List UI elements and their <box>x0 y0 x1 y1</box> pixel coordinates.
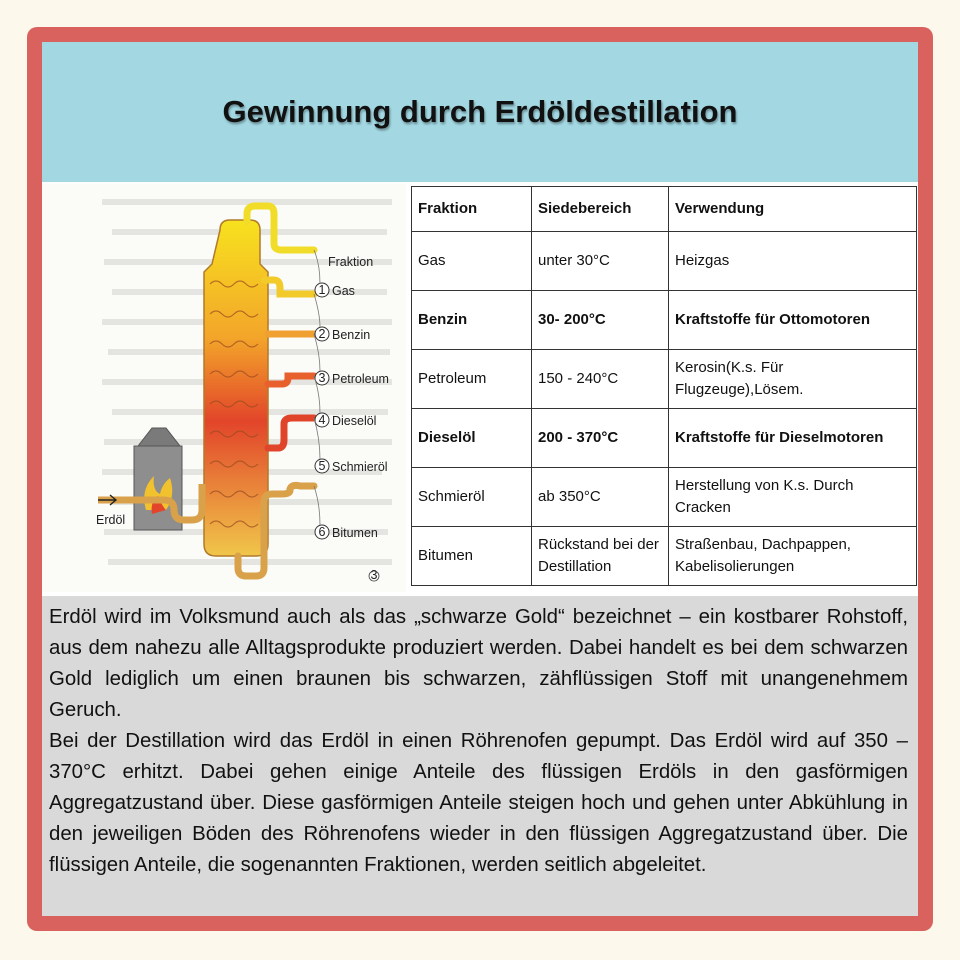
table-row <box>412 350 917 409</box>
cell-siedebereich: unter 30°C <box>532 232 669 291</box>
header-siedebereich: Siedebereich <box>532 187 669 232</box>
page-mark: 3 <box>370 568 378 582</box>
distillation-column <box>204 220 268 556</box>
paragraph-intro: Erdöl wird im Volksmund auch als das „schwarze Gold“ bezeichnet – ein kostbarer Rohstoff, aus dem nahezu alle Alltagsprodukte produziert werden. Dabei handelt es bei dem schwarzen Gold lediglich um einen braunen bis schwarzen, zähflüssigen Stoff mit unangenehmem Geruch. <box>49 606 908 721</box>
fraction-name-schmierol: Schmieröl <box>332 460 388 474</box>
header-verwendung: Verwendung <box>669 187 917 232</box>
cell-siedebereich: Rückstand bei der Destillation <box>532 527 669 586</box>
fraction-num-4: 4 <box>318 413 326 427</box>
fraction-name-bitumen: Bitumen <box>332 526 378 540</box>
fraction-name-dieselol: Dieselöl <box>332 414 377 428</box>
title-banner <box>42 42 918 182</box>
cell-siedebereich: 200 - 370°C <box>532 409 669 468</box>
fraction-header: Fraktion <box>328 255 374 269</box>
cell-fraktion: Petroleum <box>412 350 532 409</box>
cell-verwendung: Kraftstoffe für Ottomotoren <box>669 291 917 350</box>
header-fraktion: Fraktion <box>412 187 532 232</box>
page-title: Gewinnung durch Erdöldestillation <box>222 94 738 129</box>
fractions-table <box>411 186 917 586</box>
cell-fraktion: Bitumen <box>412 527 532 586</box>
cell-fraktion: Gas <box>412 232 532 291</box>
cell-siedebereich: ab 350°C <box>532 468 669 527</box>
description-box <box>42 596 918 916</box>
cell-fraktion: Dieselöl <box>412 409 532 468</box>
fraction-name-petroleum: Petroleum <box>332 372 389 386</box>
cell-fraktion: Benzin <box>412 291 532 350</box>
cell-verwendung: Straßenbau, Dachpappen, Kabelisolierungen <box>669 527 917 586</box>
fraction-num-6: 6 <box>318 525 326 539</box>
cell-verwendung: Kraftstoffe für Dieselmotoren <box>669 409 917 468</box>
cell-siedebereich: 30- 200°C <box>532 291 669 350</box>
fraction-num-1: 1 <box>318 283 326 297</box>
cell-verwendung: Kerosin(K.s. Für Flugzeuge),Lösem. <box>669 350 917 409</box>
content-panel <box>42 42 918 916</box>
table-row <box>412 291 917 350</box>
table-row <box>412 468 917 527</box>
fraction-num-3: 3 <box>318 371 326 385</box>
cell-verwendung: Heizgas <box>669 232 917 291</box>
feed-label: Erdöl <box>96 513 126 527</box>
fraction-num-2: 2 <box>318 327 326 341</box>
fraction-num-5: 5 <box>318 459 326 473</box>
cell-fraktion: Schmieröl <box>412 468 532 527</box>
paragraph-process: Bei der Destillation wird das Erdöl in einen Röhrenofen gepumpt. Das Erdöl wird auf 350 – 370°C erhitzt. Dabei gehen einige Anteile des flüssigen Erdöls in den gasförmigen Aggregatzustand über. Diese gasförmigen Anteile steigen hoch und gehen unter Abkühlung in den jeweiligen Böden des Röhrenofens wieder in den flüssigen Aggregatzustand über. Die flüssigen Anteile, die sogenannten Fraktionen, werden seitlich abgeleitet. <box>49 730 908 876</box>
table-row <box>412 409 917 468</box>
cell-siedebereich: 150 - 240°C <box>532 350 669 409</box>
fraction-name-gas: Gas <box>332 284 355 298</box>
distillation-diagram <box>42 184 406 592</box>
table-row <box>412 232 917 291</box>
table-row <box>412 527 917 586</box>
table-header-row <box>412 187 917 232</box>
cell-verwendung: Herstellung von K.s. Durch Cracken <box>669 468 917 527</box>
fraction-name-benzin: Benzin <box>332 328 371 342</box>
